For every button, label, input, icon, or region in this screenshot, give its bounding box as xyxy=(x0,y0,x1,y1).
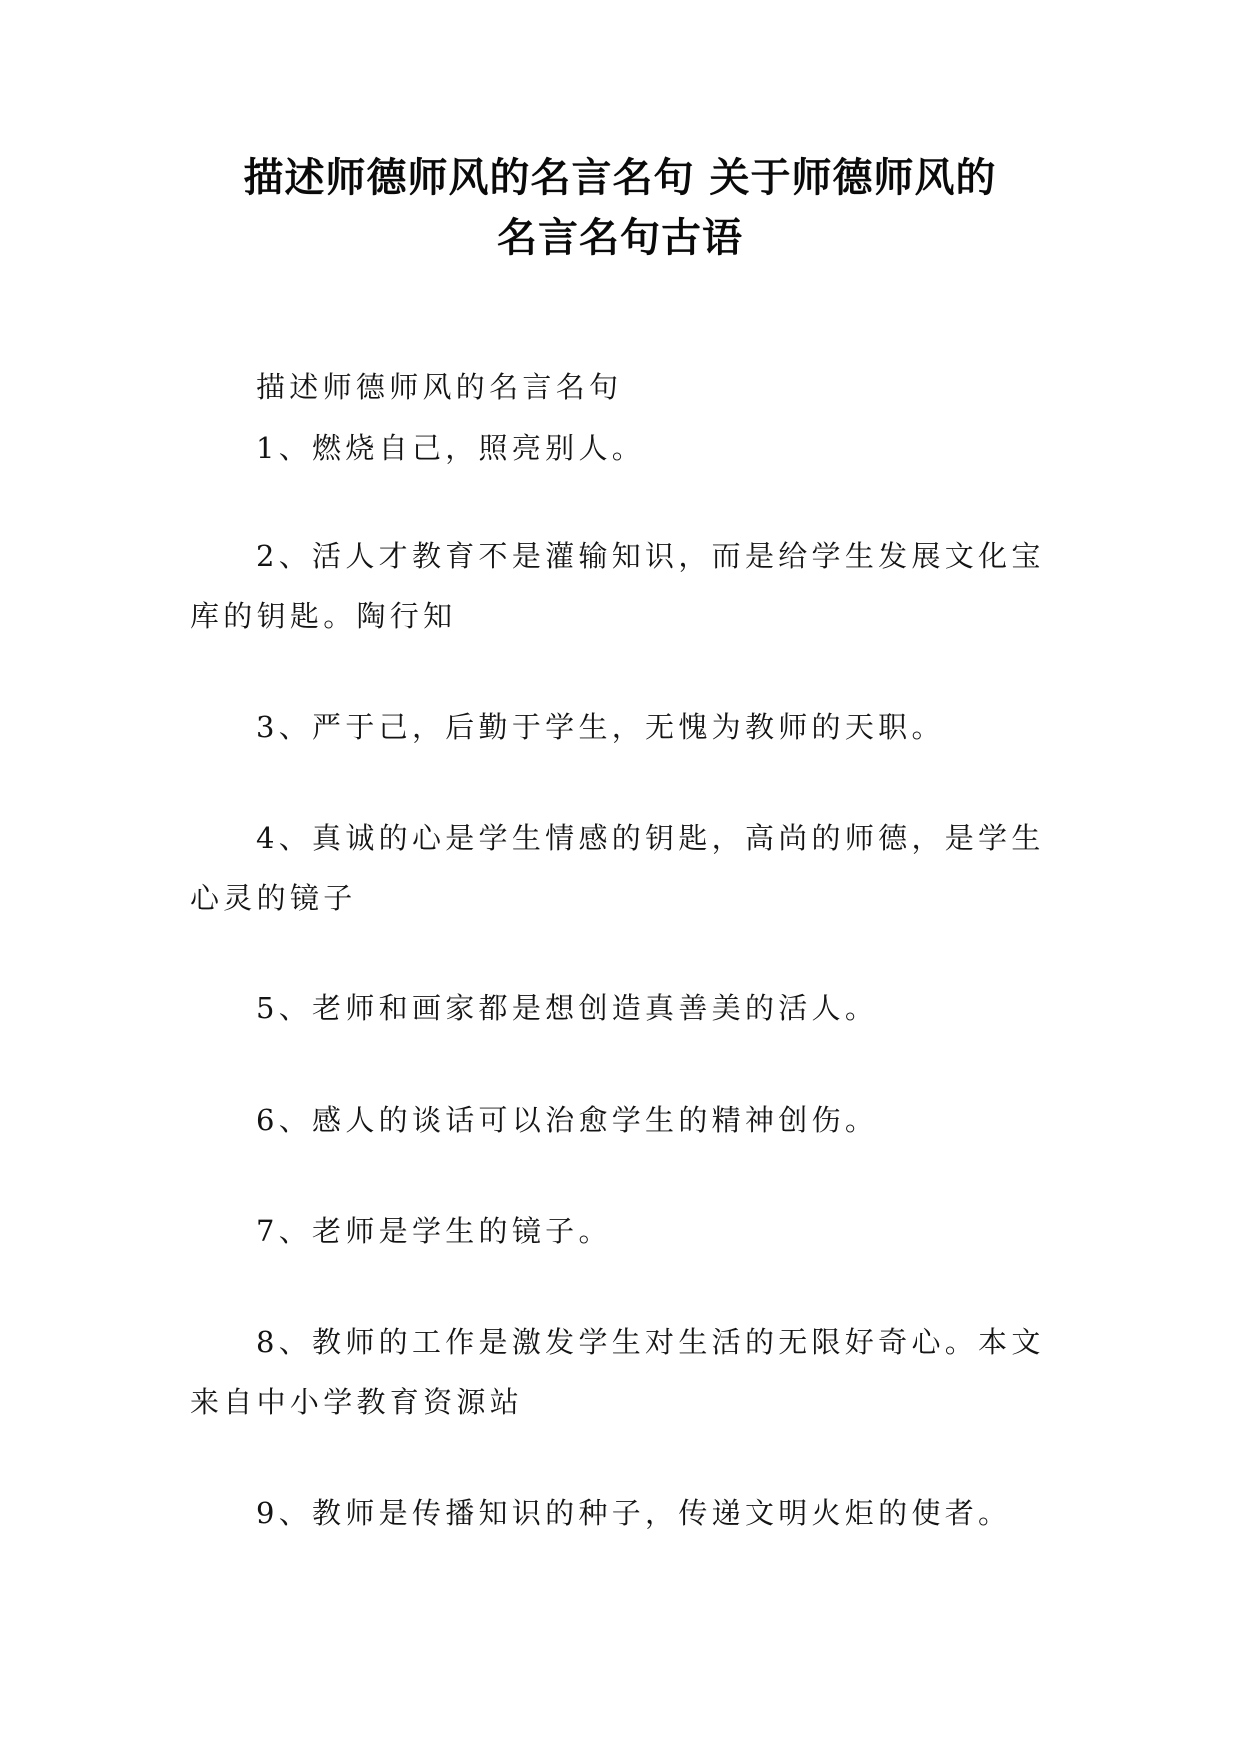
quote-item: 6、感人的谈话可以治愈学生的精神创伤。 xyxy=(256,1103,879,1137)
quote-item: 4、真诚的心是学生情感的钥匙，高尚的师德，是学生心灵的镜子 xyxy=(190,821,1045,915)
quote-item: 3、严于己，后勤于学生，无愧为教师的天职。 xyxy=(256,710,945,744)
title-line-2: 名言名句古语 xyxy=(497,215,743,261)
quote-item: 5、老师和画家都是想创造真善美的活人。 xyxy=(256,991,879,1025)
quote-item: 7、老师是学生的镜子。 xyxy=(256,1214,612,1248)
section-heading: 描述师德师风的名言名句 xyxy=(256,370,623,404)
quote-item: 8、教师的工作是激发学生对生活的无限好奇心。本文来自中小学教育资源站 xyxy=(190,1325,1045,1419)
title-line-1: 描述师德师风的名言名句 关于师德师风的 xyxy=(243,155,997,201)
quote-item: 2、活人才教育不是灌输知识，而是给学生发展文化宝库的钥匙。陶行知 xyxy=(190,539,1045,633)
document-title xyxy=(170,148,1070,268)
quote-item: 1、燃烧自己，照亮别人。 xyxy=(256,431,646,465)
quote-item: 9、教师是传播知识的种子，传递文明火炬的使者。 xyxy=(256,1496,1012,1530)
